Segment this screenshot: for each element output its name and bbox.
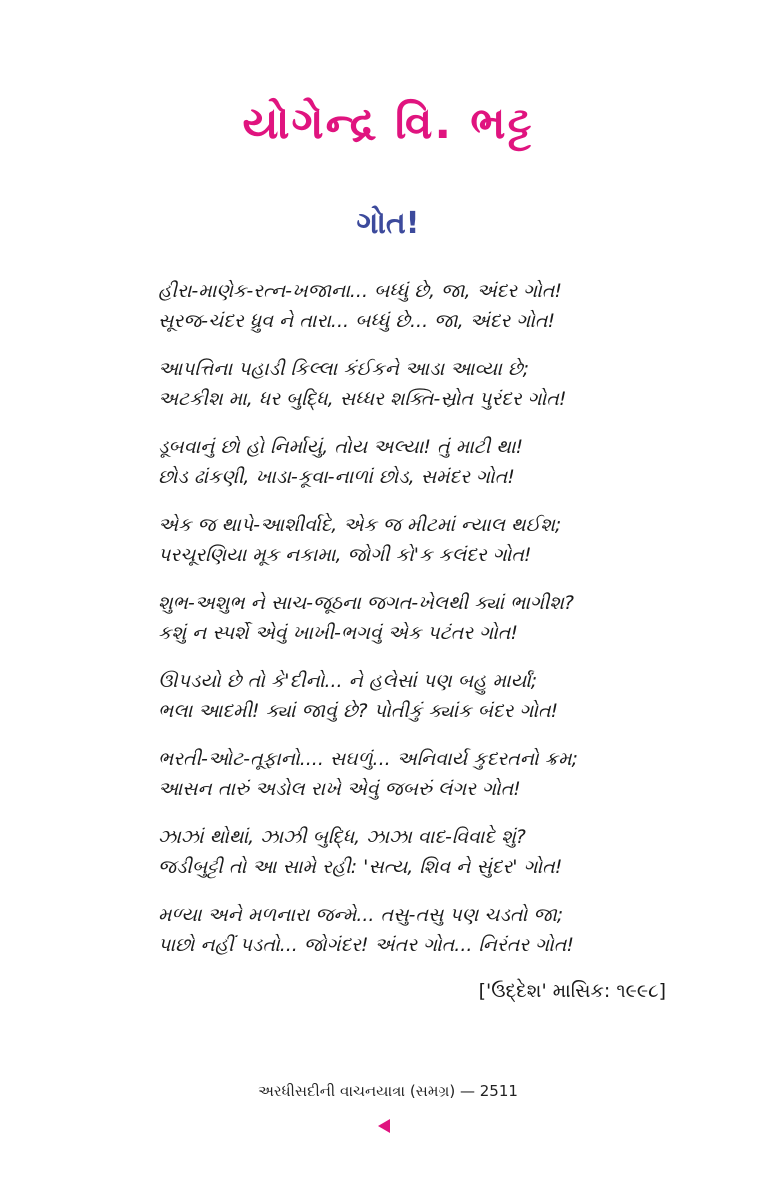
stanza-9	[158, 900, 638, 960]
poem-line: ઝાઝાં થોથાં, ઝાઝી બુદ્ધિ, ઝાઝા વાદ-વિવાદે શું?	[158, 826, 526, 848]
stanza-8	[158, 822, 638, 882]
poem-line: હીરા-માણેક-રત્ન-ખજાના... બધ્ધું છે, જા, અંદર ગોત!	[158, 280, 562, 302]
poem-body	[158, 276, 638, 978]
stanza-5	[158, 588, 638, 648]
previous-page-arrow-icon[interactable]	[378, 1119, 390, 1133]
stanza-2	[158, 354, 638, 414]
poem-line: પાછો નહીં પડતો... જોગંદર! અંતર ગોત... નિરંતર ગોત!	[158, 934, 575, 956]
poem-line: ભલા આદમી! ક્યાં જાવું છે? પોતીકું ક્યાંક બંદર ગોત!	[158, 700, 559, 722]
stanza-4	[158, 510, 638, 570]
stanza-6	[158, 666, 638, 726]
poem-line: ડૂબવાનું છો હો નિર્માયું, તોય અલ્યા! તું માટી થા!	[158, 436, 524, 458]
stanza-7	[158, 744, 638, 804]
poem-line: છોડ ઢાંકણી, ખાડા-કૂવા-નાળાં છોડ, સમંદર ગોત!	[158, 466, 515, 488]
poem-line: અટકીશ મા, ધર બુદ્ધિ, સધ્ધર શક્તિ-સ્રોત પુરંદર ગોત!	[158, 388, 567, 410]
stanza-3	[158, 432, 638, 492]
poem-title: ગોત!	[356, 206, 420, 241]
poem-line: આસન તારું અડોલ રાખે એવું જબરું લંગર ગોત!	[158, 778, 521, 800]
poem-line: ઊપડયો છે તો કે'દીનો... ને હલેસાં પણ બહુ માર્યાં;	[158, 670, 538, 692]
poem-line: શુભ-અશુભ ને સાચ-જૂઠના જગત-ખેલથી ક્યાં ભાગીશ?	[158, 592, 574, 614]
poem-line: પરચૂરણિયા મૂક નકામા, જોગી કો'ક કલંદર ગોત!	[158, 544, 532, 566]
poem-line: ભરતી-ઓટ-તૂફાનો.... સઘળું... અનિવાર્ય કુદરતનો ક્રમ;	[158, 748, 578, 770]
poem-line: સૂરજ-ચંદર ધ્રુવ ને તારા... બધ્ધું છે... જા, અંદર ગોત!	[158, 310, 556, 332]
author-name: યોગેન્દ્ર વિ. ભટ્ટ	[242, 98, 534, 149]
poem-line: આપત્તિના પહાડી કિલ્લા કંઈકને આડા આવ્યા છે;	[158, 358, 529, 380]
source-citation: ['ઉદ્દેશ' માસિક: ૧૯૯૮]	[478, 980, 666, 1002]
poem-line: મળ્યા અને મળનારા જન્મે... તસુ-તસુ પણ ચડતો જા;	[158, 904, 564, 926]
poem-line: જડીબુટ્ટી તો આ સામે રહી: 'સત્ય, શિવ ને સુંદર' ગોત!	[158, 856, 563, 878]
poem-line: કશું ન સ્પર્શે એવું ખાખી-ભગવું એક પટંતર ગોત!	[158, 622, 518, 644]
page-footer: અરધીસદીની વાચનયાત્રા (સમગ્ર) — 2511	[258, 1082, 518, 1100]
poem-line: એક જ થાપે-આશીર્વાદે, એક જ મીટમાં ન્યાલ થઈશ;	[158, 514, 562, 536]
stanza-1	[158, 276, 638, 336]
